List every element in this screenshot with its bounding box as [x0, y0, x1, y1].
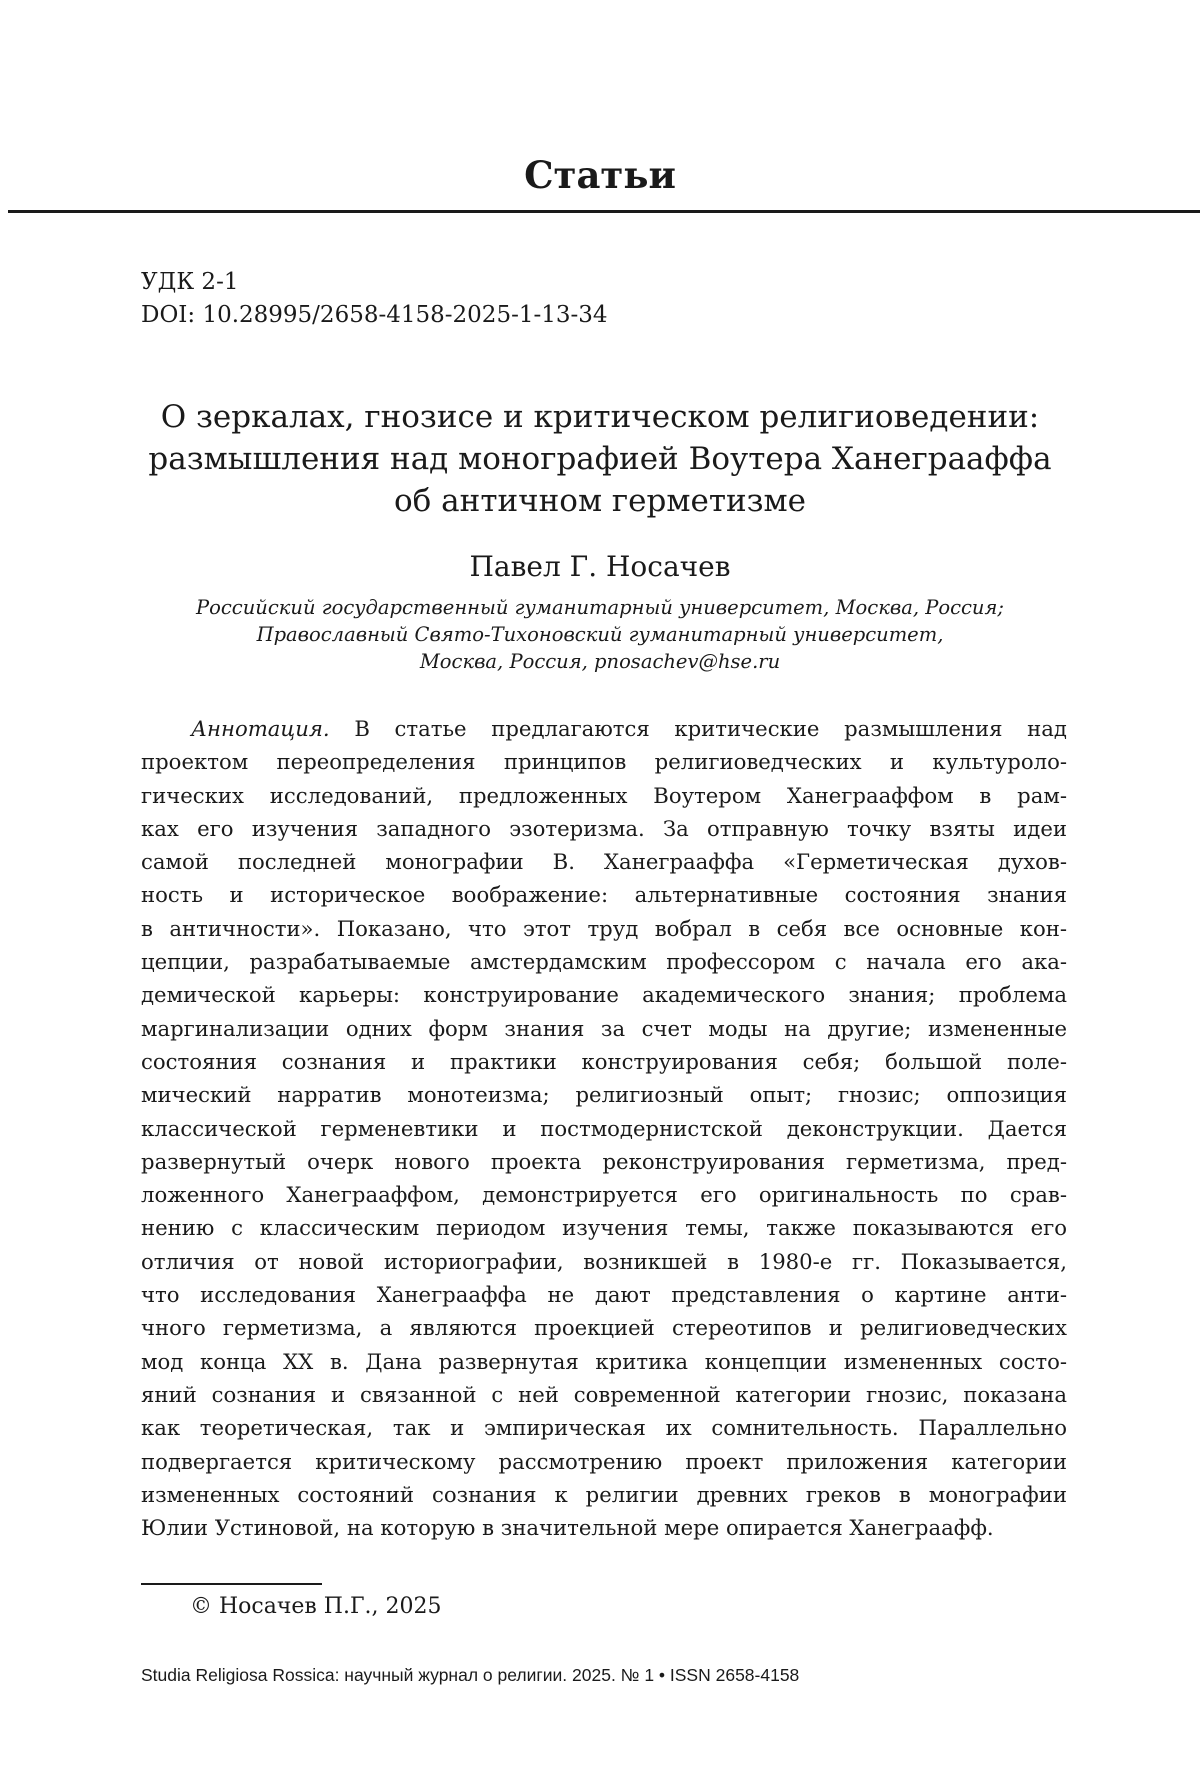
abstract-line: демической карьеры: конструирование академического знания; проблема	[141, 982, 1067, 1008]
article-title-line: об античном герметизме	[394, 483, 806, 519]
abstract-label: Аннотация.	[191, 716, 330, 741]
abstract-line: чного герметизма, а являются проекцией стереотипов и религиоведческих	[141, 1315, 1067, 1341]
section-title: Статьи	[524, 153, 676, 197]
abstract-line: гических исследований, предложенных Воутером Ханеграаффом в рам-	[141, 782, 1067, 808]
affiliation-line: Православный Свято-Тихоновский гуманитарный университет,	[256, 623, 944, 646]
abstract-text: В статье предлагаются критические размышления над	[354, 716, 1067, 741]
abstract-line: в античности». Показано, что этот труд вобрал в себя все основные кон-	[141, 915, 1067, 941]
abstract-line: проектом переопределения принципов религиоведческих и культуроло-	[141, 749, 1067, 775]
abstract-line: измененных состояний сознания к религии древних греков в монографии	[141, 1481, 1067, 1507]
udc-code: УДК 2-1	[141, 269, 239, 295]
abstract-line: мод конца XX в. Дана развернутая критика концепции измененных состо-	[141, 1348, 1067, 1374]
section-divider	[8, 210, 1200, 213]
abstract-line	[141, 712, 1067, 745]
article-meta	[141, 266, 608, 332]
affiliation-line: Москва, Россия, pnosachev@hse.ru	[419, 650, 781, 673]
copyright-note: © Носачев П.Г., 2025	[190, 1594, 442, 1619]
abstract-line: ность и историческое воображение: альтернативные состояния знания	[141, 882, 1067, 908]
abstract-line: состояния сознания и практики конструирования себя; большой поле-	[141, 1048, 1067, 1074]
abstract-line: яний сознания и связанной с ней современной категории гнозис, показана	[141, 1381, 1067, 1407]
abstract-line: подвергается критическому рассмотрению проект приложения категории	[141, 1448, 1067, 1474]
abstract-line: развернутый очерк нового проекта реконструирования герметизма, пред-	[141, 1148, 1067, 1174]
article-title	[100, 396, 1100, 522]
abstract-line: ках его изучения западного эзотеризма. За отправную точку взяты идеи	[141, 815, 1067, 841]
author-affiliation	[100, 594, 1100, 675]
abstract-line: что исследования Ханеграаффа не дают представления о картине анти-	[141, 1282, 1067, 1308]
abstract-line: маргинализации одних форм знания за счет моды на другие; измененные	[141, 1015, 1067, 1041]
author-name: Павел Г. Носачев	[469, 550, 731, 583]
abstract-line: отличия от новой историографии, возникшей в 1980-е гг. Показывается,	[141, 1248, 1067, 1274]
abstract-line: самой последней монографии В. Ханеграаффа «Герметическая духов-	[141, 849, 1067, 875]
abstract-line: мический нарратив монотеизма; религиозный опыт; гнозис; оппозиция	[141, 1082, 1067, 1108]
abstract	[141, 712, 1067, 1544]
abstract-line: классической герменевтики и постмодернистской деконструкции. Дается	[141, 1115, 1067, 1141]
article-title-line: размышления над монографией Воутера Ханеграаффа	[148, 441, 1052, 477]
abstract-line: цепции, разрабатываемые амстердамским профессором с начала его ака-	[141, 949, 1067, 975]
journal-footer: Studia Religiosa Rossica: научный журнал о религии. 2025. № 1 • ISSN 2658-4158	[141, 1665, 800, 1685]
affiliation-line: Российский государственный гуманитарный университет, Москва, Россия;	[196, 596, 1004, 619]
abstract-line: нению с классическим периодом изучения темы, также показываются его	[141, 1215, 1067, 1241]
abstract-line: как теоретическая, так и эмпирическая их сомнительность. Параллельно	[141, 1415, 1067, 1441]
doi: DOI: 10.28995/2658-4158-2025-1-13-34	[141, 302, 608, 328]
footnote-divider	[141, 1583, 322, 1585]
article-title-line: О зеркалах, гнозисе и критическом религиоведении:	[160, 399, 1040, 435]
abstract-line: Юлии Устиновой, на которую в значительной мере опирается Ханеграафф.	[141, 1515, 994, 1541]
abstract-line: ложенного Ханеграаффом, демонстрируется его оригинальность по срав-	[141, 1182, 1067, 1208]
